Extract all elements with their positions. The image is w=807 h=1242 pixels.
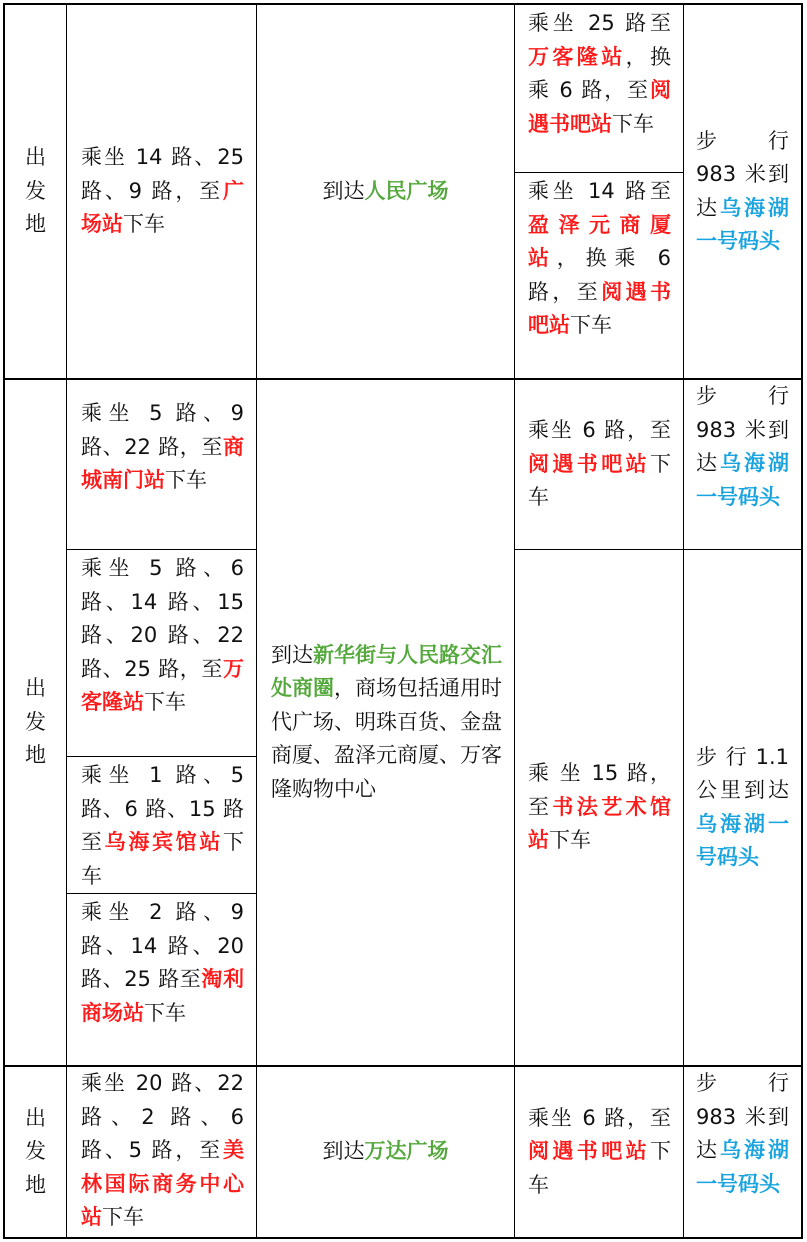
table-border-bottom (3, 1237, 803, 1239)
stop-name: 盈泽元商厦站 (528, 212, 671, 270)
leg-middle: ，换乘 6 路，至 (528, 246, 671, 304)
stop-name: 美林国际商务中心站 (81, 1138, 244, 1229)
origin-cell (5, 1067, 66, 1237)
table-border-right (801, 3, 803, 1239)
leg-text: 乘坐 1 路、5 路、6 路、15 路至 (81, 763, 244, 854)
leg-text: 乘坐 20 路、22 路、2 路、6 路、5 路，至 (81, 1071, 244, 1162)
stop-name: 广场站 (81, 178, 244, 237)
first-leg-cell (67, 5, 256, 378)
leg-tail: 下车 (528, 451, 671, 510)
leg-tail: 下车 (165, 468, 207, 492)
stop-name: 阅遇书吧站 (528, 1139, 650, 1164)
second-leg-cell (515, 5, 683, 172)
stop-name: 商城南门站 (81, 434, 244, 492)
stop-name: 万客隆站 (81, 656, 244, 714)
first-leg-cell (67, 1067, 256, 1237)
walk-text: 步 行 983 米到达 (696, 384, 789, 475)
hub-cell (257, 1067, 514, 1237)
leg-tail: 下车 (123, 212, 165, 237)
leg-tail: 下车 (102, 1205, 144, 1229)
hub-cell (257, 5, 514, 378)
leg-text: 乘 坐 15 路，至 (528, 761, 671, 819)
origin-label: 出发地 (25, 676, 46, 768)
leg-middle: ，换乘 6 路，至 (528, 44, 672, 102)
leg-text: 乘坐 2 路、9 路、14 路、20 路、25 路至 (81, 900, 244, 991)
leg-text: 乘坐 5 路、6 路、14 路、15 路、20 路、22 路、25 路，至 (81, 556, 244, 681)
hub-prefix: 到达 (322, 1139, 365, 1164)
first-leg-cell (67, 550, 256, 756)
leg-text: 乘坐 14 路、25 路、9 路，至 (81, 145, 244, 203)
first-leg (81, 141, 244, 242)
leg-tail: 下车 (570, 313, 612, 337)
hub-cell (257, 380, 514, 1065)
walk-text: 步 行 1.1 公里到达 (696, 744, 789, 802)
second-leg-cell (515, 1067, 683, 1237)
stop-name: 乌海宾馆站 (104, 830, 224, 854)
hub-description: ，商场包括通用时代广场、明珠百货、金盘商厦、盈泽元商厦、万客隆购物中心 (271, 676, 502, 801)
leg-tail: 下车 (549, 828, 591, 853)
first-leg-cell (67, 894, 256, 1065)
pier-name: 乌海湖一号码头 (696, 451, 789, 509)
first-leg-cell (67, 380, 256, 549)
leg-text: 乘坐 6 路，至 (528, 418, 671, 443)
stop-name: 阅遇书吧站 (528, 451, 650, 476)
walk-cell (684, 1067, 801, 1237)
walk-cell (684, 550, 801, 1065)
leg-tail: 下车 (528, 1139, 671, 1197)
hub-name: 新华街与人民路交汇处商圈 (271, 642, 502, 701)
leg-tail: 下车 (144, 690, 186, 714)
pier-name: 乌海湖一号码头 (696, 1138, 789, 1196)
walk-cell (684, 380, 801, 549)
origin-cell (5, 380, 66, 1065)
second-leg-cell (515, 550, 683, 1065)
origin-label: 出发地 (25, 1105, 46, 1197)
hub-prefix: 到达 (322, 178, 365, 203)
walk-text: 步 行 983 米到达 (696, 128, 789, 220)
leg-tail: 下车 (612, 111, 654, 136)
stop-name: 阅遇书吧站 (528, 78, 671, 136)
leg-tail: 下车 (81, 830, 245, 888)
hub-name: 人民广场 (364, 178, 449, 203)
walk-text: 步 行 983 米到达 (696, 1071, 789, 1162)
leg-text: 乘坐 14 路至 (528, 179, 671, 203)
pier-name: 乌海湖一号码头 (696, 811, 789, 869)
first-leg-cell (67, 757, 256, 893)
stop-name: 阅遇书吧站 (528, 279, 672, 337)
pier-name: 乌海湖一号码头 (696, 195, 789, 253)
second-leg-cell (515, 173, 683, 378)
stop-name: 书法艺术馆站 (528, 794, 672, 853)
leg-text: 乘坐 6 路，至 (528, 1105, 671, 1130)
walk-cell (684, 5, 801, 378)
stop-name: 淘利商场站 (81, 967, 245, 1025)
leg-tail: 下车 (144, 1000, 186, 1025)
origin-cell (5, 5, 66, 378)
leg-text: 乘坐 5 路、9 路、22 路，至 (81, 401, 244, 459)
hub-name: 万达广场 (364, 1139, 449, 1164)
origin-label: 出发地 (25, 145, 46, 237)
leg-text: 乘坐 25 路至 (528, 11, 671, 35)
stop-name: 万客隆站 (528, 44, 626, 69)
second-leg-cell (515, 380, 683, 549)
hub-prefix: 到达 (271, 642, 313, 667)
